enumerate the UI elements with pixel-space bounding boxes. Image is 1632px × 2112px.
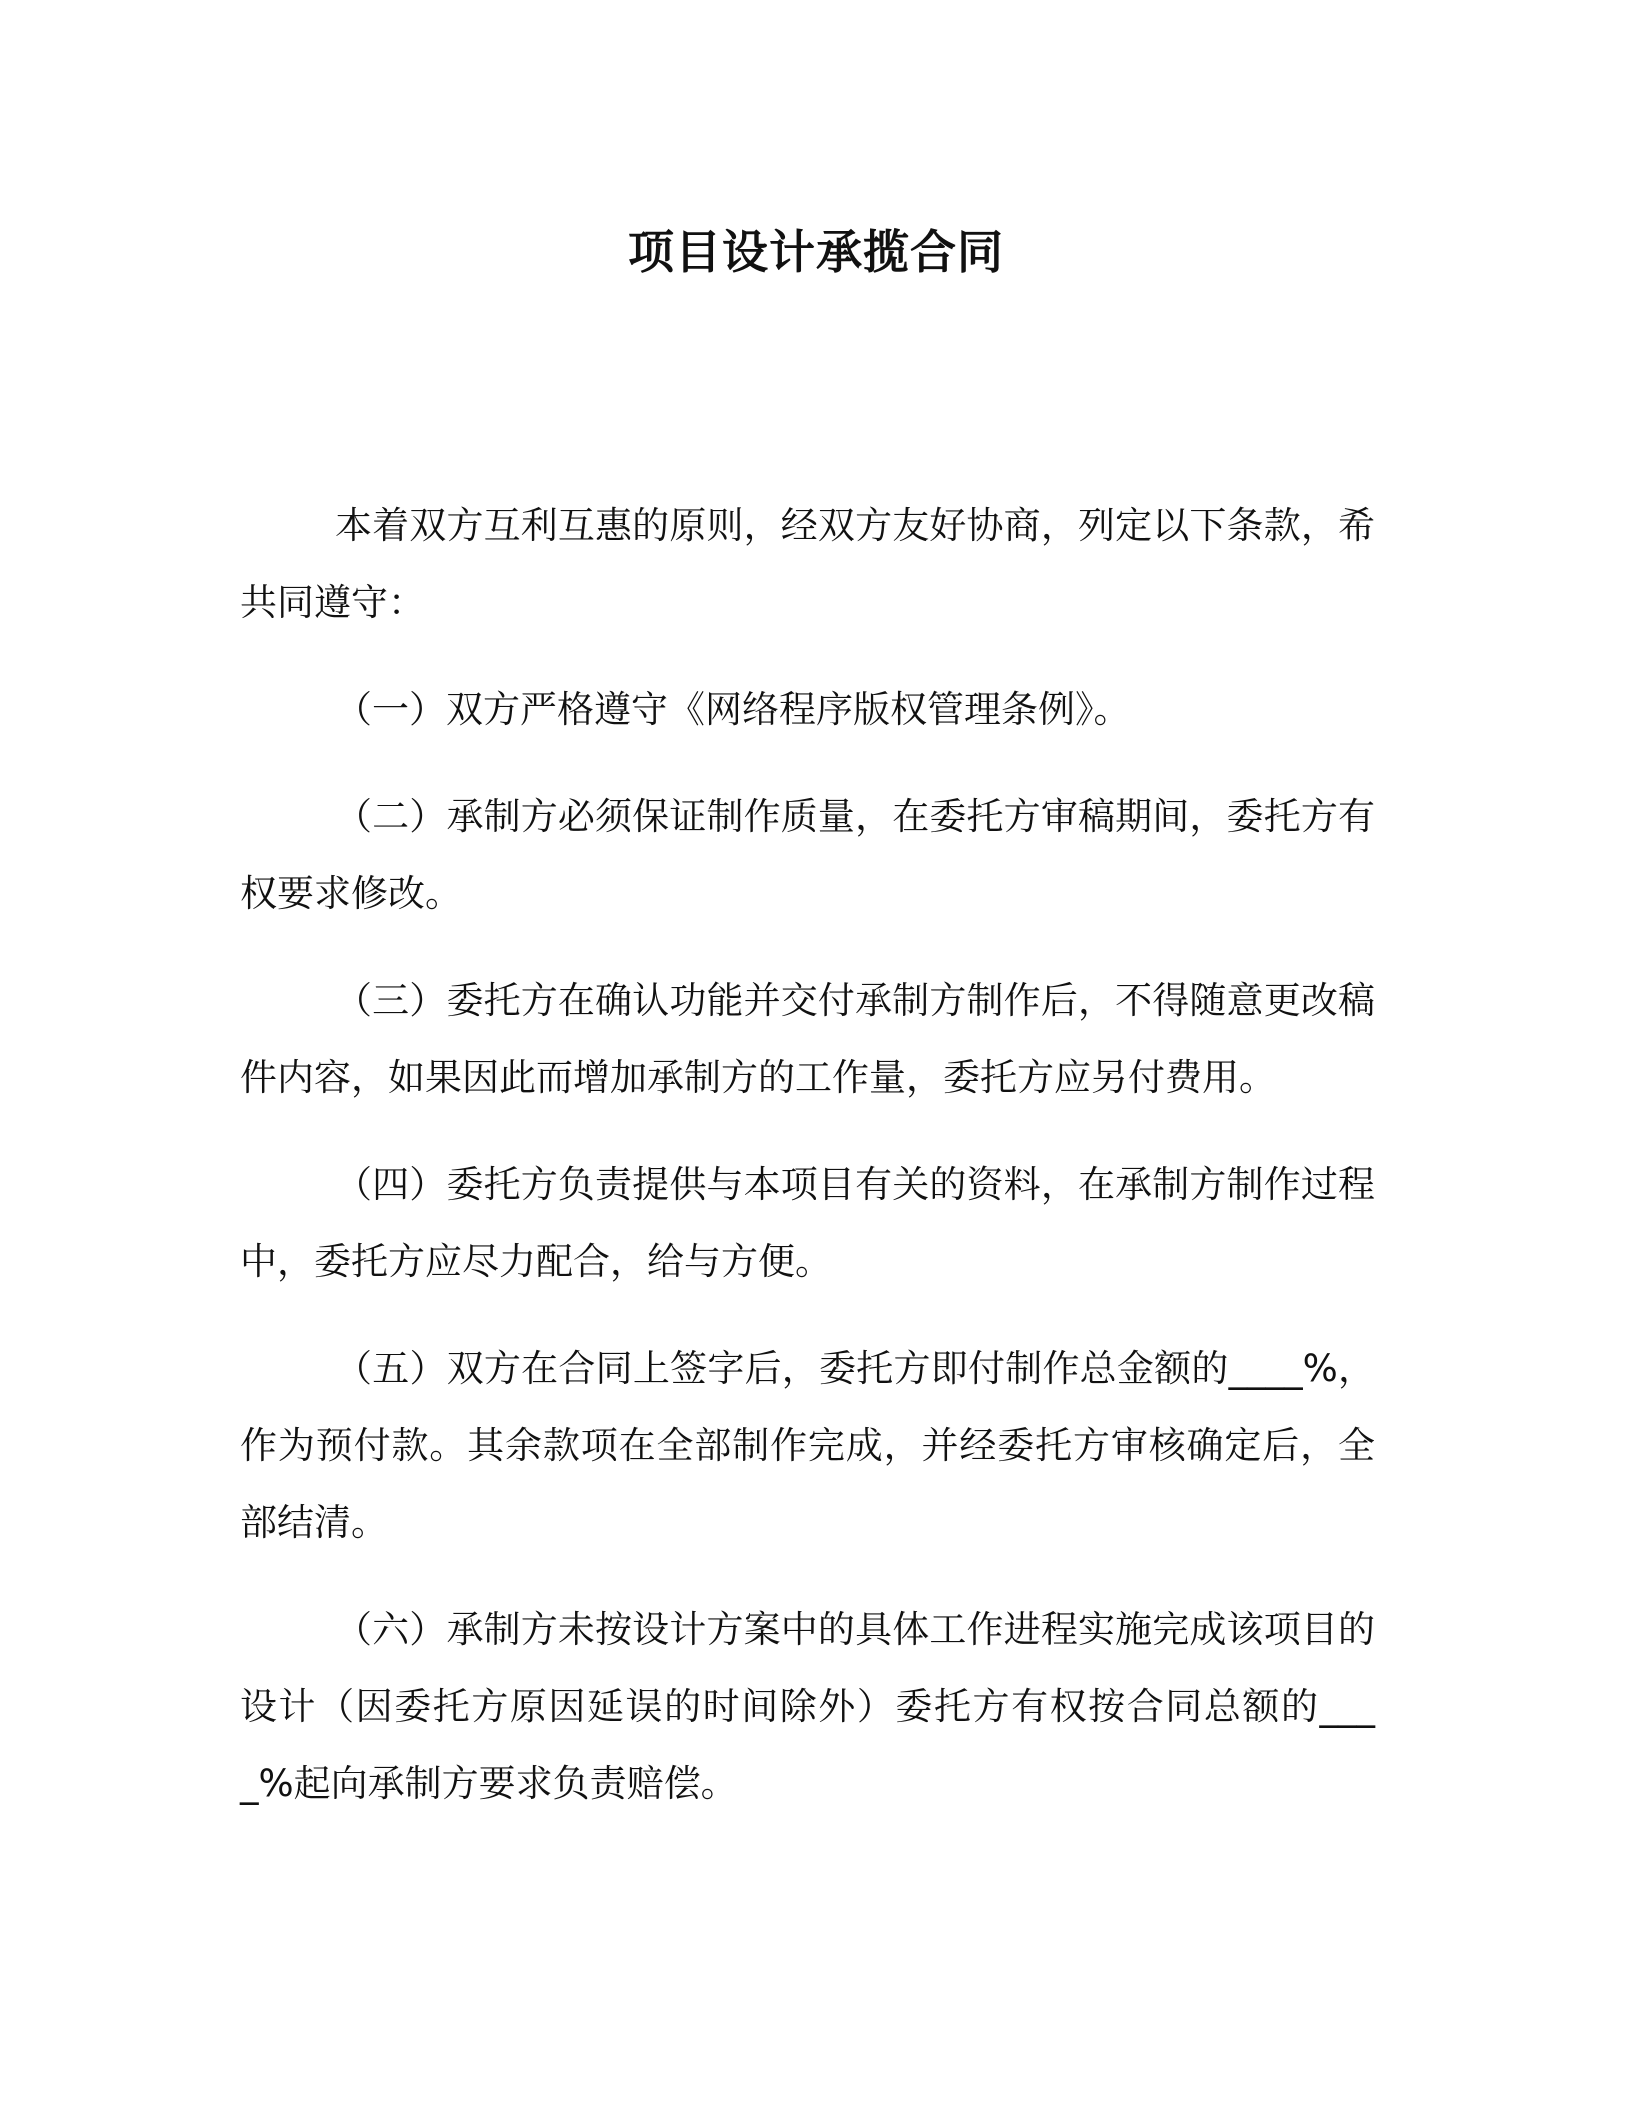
document-body (240, 487, 1375, 1852)
intro-paragraph: 本着双方互利互惠的原则，经双方友好协商，列定以下条款，希共同遵守： (240, 504, 1375, 624)
clause-4: （四）委托方负责提供与本项目有关的资料，在承制方制作过程中，委托方应尽力配合，给与方便。 (240, 1163, 1375, 1283)
clause-3: （三）委托方在确认功能并交付承制方制作后，不得随意更改稿件内容，如果因此而增加承制方的工作量，委托方应另付费用。 (240, 979, 1375, 1099)
clause-6: （六）承制方未按设计方案中的具体工作进程实施完成该项目的设计（因委托方原因延误的时间除外）委托方有权按合同总额的____%起向承制方要求负责赔偿。 (240, 1608, 1375, 1805)
clause-2: （二）承制方必须保证制作质量，在委托方审稿期间，委托方有权要求修改。 (240, 795, 1375, 915)
clause-5: （五）双方在合同上签字后，委托方即付制作总金额的____%，作为预付款。其余款项在全部制作完成，并经委托方审核确定后，全部结清。 (240, 1347, 1375, 1544)
clause-1: （一）双方严格遵守《网络程序版权管理条例》。 (335, 688, 1131, 731)
document-title: 项目设计承揽合同 (628, 225, 1004, 279)
